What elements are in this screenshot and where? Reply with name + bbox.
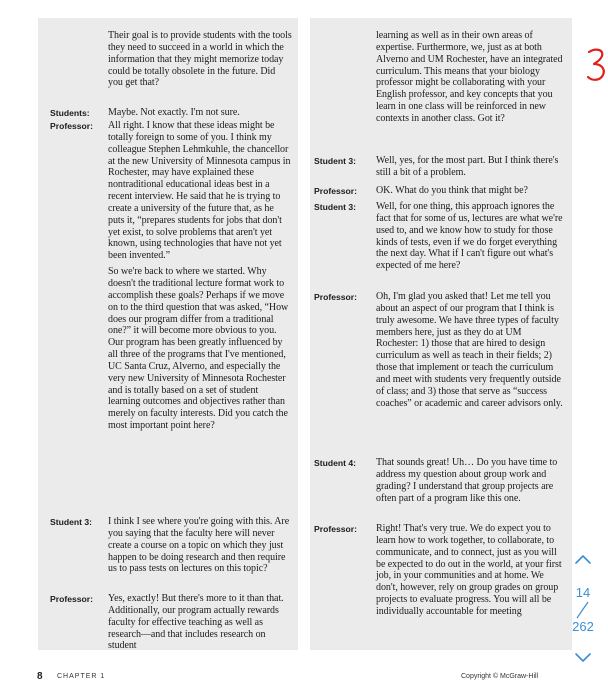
speaker-label: Student 3: [50,517,93,527]
speaker-label: Professor: [314,292,357,302]
page-down-chevron-icon[interactable] [570,650,596,664]
speaker-label: Student 3: [314,156,357,166]
speaker-label: Professor: [50,594,93,604]
turn-text: Well, for one thing, this approach ignores the fact that for some of us, lectures are what we're used to, and we know how to study for those kinds of tests, even if we do forget everything the next day. What if I can't figure out what's expected of me here? [376,201,563,272]
turn-text: Yes, exactly! But there's more to it than that. Additionally, our program actually rewards faculty for effective teaching as well as research—and that includes research on student [108,593,284,652]
page-separator [570,600,596,620]
speaker-label: Students: [50,108,90,118]
turn-text: Maybe. Not exactly. I'm not sure. [108,107,240,118]
speaker-label: Professor: [314,186,357,196]
turn-text: That sounds great! Uh… Do you have time to address my question about group work and grading? I understand that group projects are often part of a program like this one. [376,457,558,504]
speaker-label: Student 4: [314,458,357,468]
chapter-label: CHAPTER 1 [57,673,106,680]
turn-text: All right. I know that these ideas might be totally foreign to some of you. I think my colleague Stephen Lehmkuhle, the chancellor at the new University of Minnesota campus in Rochester, may have explained these nontraditional educational ideas best in a recent interview. He said that he is trying to create a university of the future that, as he puts it, “prepares students for jobs that don't yet exist, to solve problems that aren't yet known, using technologies that have not yet been invented.” So we're back to where we started. Why doesn't the traditional lecture format work to accomplish these goals? Perhaps if we move on to the third question that was asked, “How does our program differ from a traditional one?” it will become more obvious to you. Our program has been greatly influenced by all three of the programs that I've mentioned, UC Santa Cruz, Alverno, and especially the very new University of Minnesota Rochester and is totally based on a set of student learning outcomes and objectives rather than merely on faculty interests. Did you catch the most important point here? [108,120,291,432]
turn-text: I think I see where you're going with this. Are you saying that the faculty here will never create a course on a topic on which they just happen to be doing research and then require us to pass tests on lectures on this topic? [108,516,290,575]
right-column [310,18,572,650]
page-up-chevron-icon[interactable] [570,552,596,566]
turn-text: Well, yes, for the most part. But I think there's still a bit of a problem. [376,155,559,178]
current-page: 14 [575,585,591,600]
turn-text: OK. What do you think that might be? [376,185,528,196]
turn-text: Right! That's very true. We do expect you to learn how to work together, to collaborate, to communicate, and to connect, just as you will be expected to do out in the world, at your first job, in your communities and at home. We don't, however, rely on group grades on group projects to evaluate progress. You will all be individually accountable for meeting [376,523,562,617]
left-column [38,18,298,650]
turn-text: Oh, I'm glad you asked that! Let me tell you about an aspect of our program that I think is truly awesome. We have three types of faculty members here, just as they do at UM Rochester: 1) those that are hired to design curriculum as well as teach in their fields; 2) those that implement or teach the curriculum and meet with students very frequently outside of class; and 3) those that serve as “success coaches” or academic and career advisors only. [376,291,563,409]
page-number: 8 [37,671,43,682]
turn-text: Their goal is to provide students with the tools they need to succeed in a world in which the information that they might memorize today could be totally obsolete in the future. Did you get that? [108,30,292,89]
speaker-label: Professor: [314,524,357,534]
copyright-notice: Copyright © McGraw-Hill [461,673,539,680]
speaker-label: Student 3: [314,202,357,212]
handwritten-annotation [586,46,608,86]
total-pages: 262 [572,619,594,634]
speaker-label: Professor: [50,121,93,131]
turn-text: learning as well as in their own areas of expertise. Furthermore, we, just as at both Alverno and UM Rochester, have an integrated curriculum. This means that your biology professor might be collaborating with your English professor, and key concepts that you learn in one class will be reinforced in new contexts in another class. Got it? [376,30,563,124]
